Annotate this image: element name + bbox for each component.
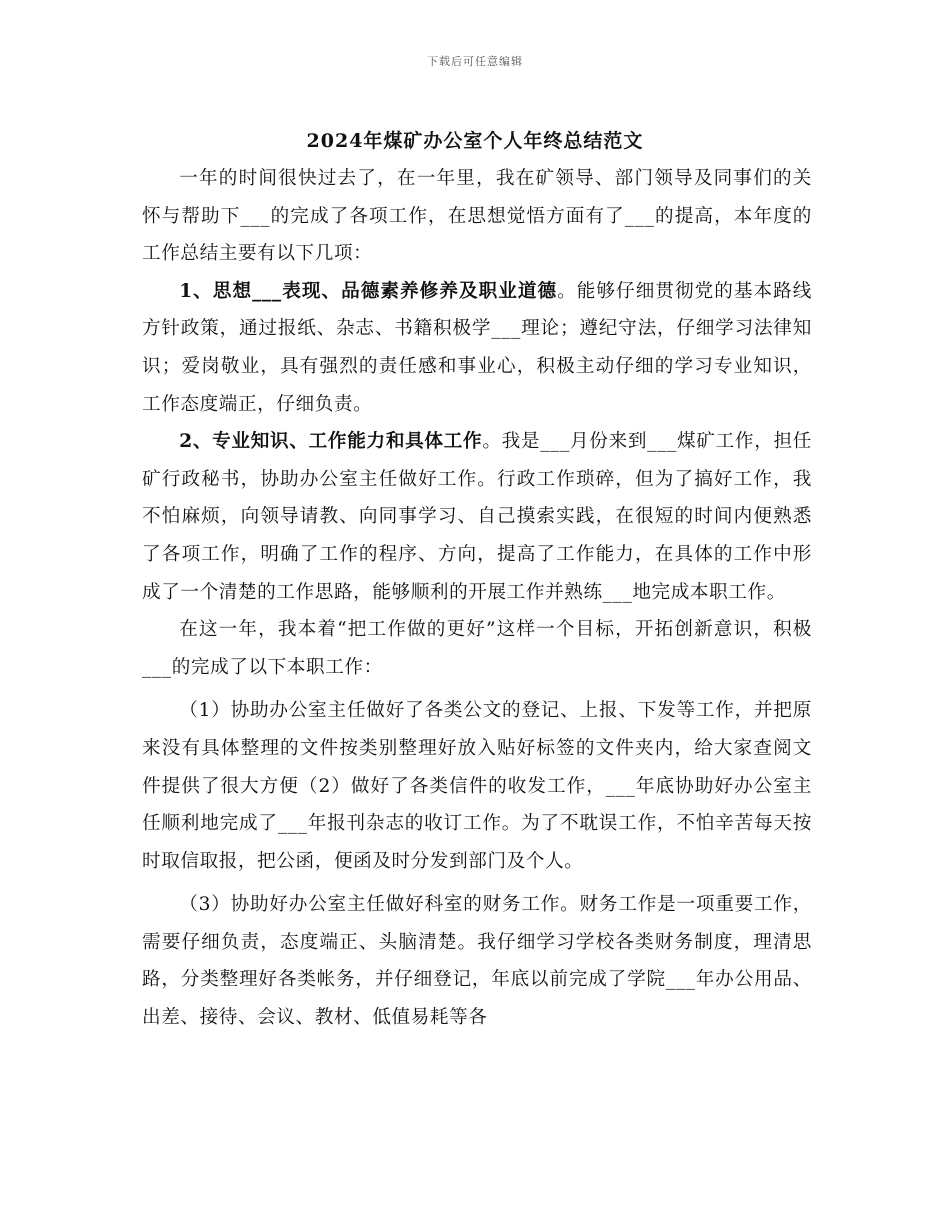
para3-paragraph: 在这一年，我本着“把工作做的更好”这样一个目标，开拓创新意识，积极___的完成了以下本职工作： (142, 619, 812, 678)
intro-paragraph: 一年的时间很快过去了，在一年里，我在矿领导、部门领导及同事们的关怀与帮助下___的完成了各项工作，在思想觉悟方面有了___的提高，本年度的工作总结主要有以下几项： (142, 168, 812, 265)
item1-paragraph: （1）协助办公室主任做好了各类公文的登记、上报、下发等工作，并把原来没有具体整理的文件按类别整理好放入贴好标签的文件夹内，给大家查阅文件提供了很大方便（2）做好了各类信件的收发工作，___年底协助好办公室主任顺利地完成了___年报刊杂志的收订工作。为了不耽误工作，不怕辛苦每天按时取信取报，把公函，便函及时分发到部门及个人。 (142, 700, 812, 872)
section1-paragraph (142, 273, 812, 423)
page-header-note: 下载后可任意编辑 (427, 55, 523, 68)
document-body (142, 160, 812, 1037)
section2-heading: 2、专业知识、工作能力和具体工作 (179, 431, 483, 453)
section1-heading: 1、思想___表现、品德素养修养及职业道德 (179, 280, 558, 302)
section2-paragraph (142, 423, 812, 611)
item3-paragraph: （3）协助好办公室主任做好科室的财务工作。财务工作是一项重要工作，需要仔细负责，态度端正、头脑清楚。我仔细学习学校各类财务制度，理清思路，分类整理好各类帐务，并仔细登记，年底以前完成了学院___年办公用品、出差、接待、会议、教材、低值易耗等各 (142, 894, 812, 1029)
section2-text: 。我是___月份来到___煤矿工作，担任矿行政秘书，协助办公室主任做好工作。行政工作琐碎，但为了搞好工作，我不怕麻烦，向领导请教、向同事学习、自己摸索实践，在很短的时间内便熟悉了各项工作，明确了工作的程序、方向，提高了工作能力，在具体的工作中形成了一个清楚的工作思路，能够顺利的开展工作并熟练___地完成本职工作。 (142, 431, 812, 603)
document-title: 2024年煤矿办公室个人年终总结范文 (306, 130, 644, 152)
section1-text: 。能够仔细贯彻党的基本路线方针政策，通过报纸、杂志、书籍积极学___理论；遵纪守法，仔细学习法律知识；爱岗敬业，具有强烈的责任感和事业心，积极主动仔细的学习专业知识，工作态度端正，仔细负责。 (142, 280, 812, 415)
